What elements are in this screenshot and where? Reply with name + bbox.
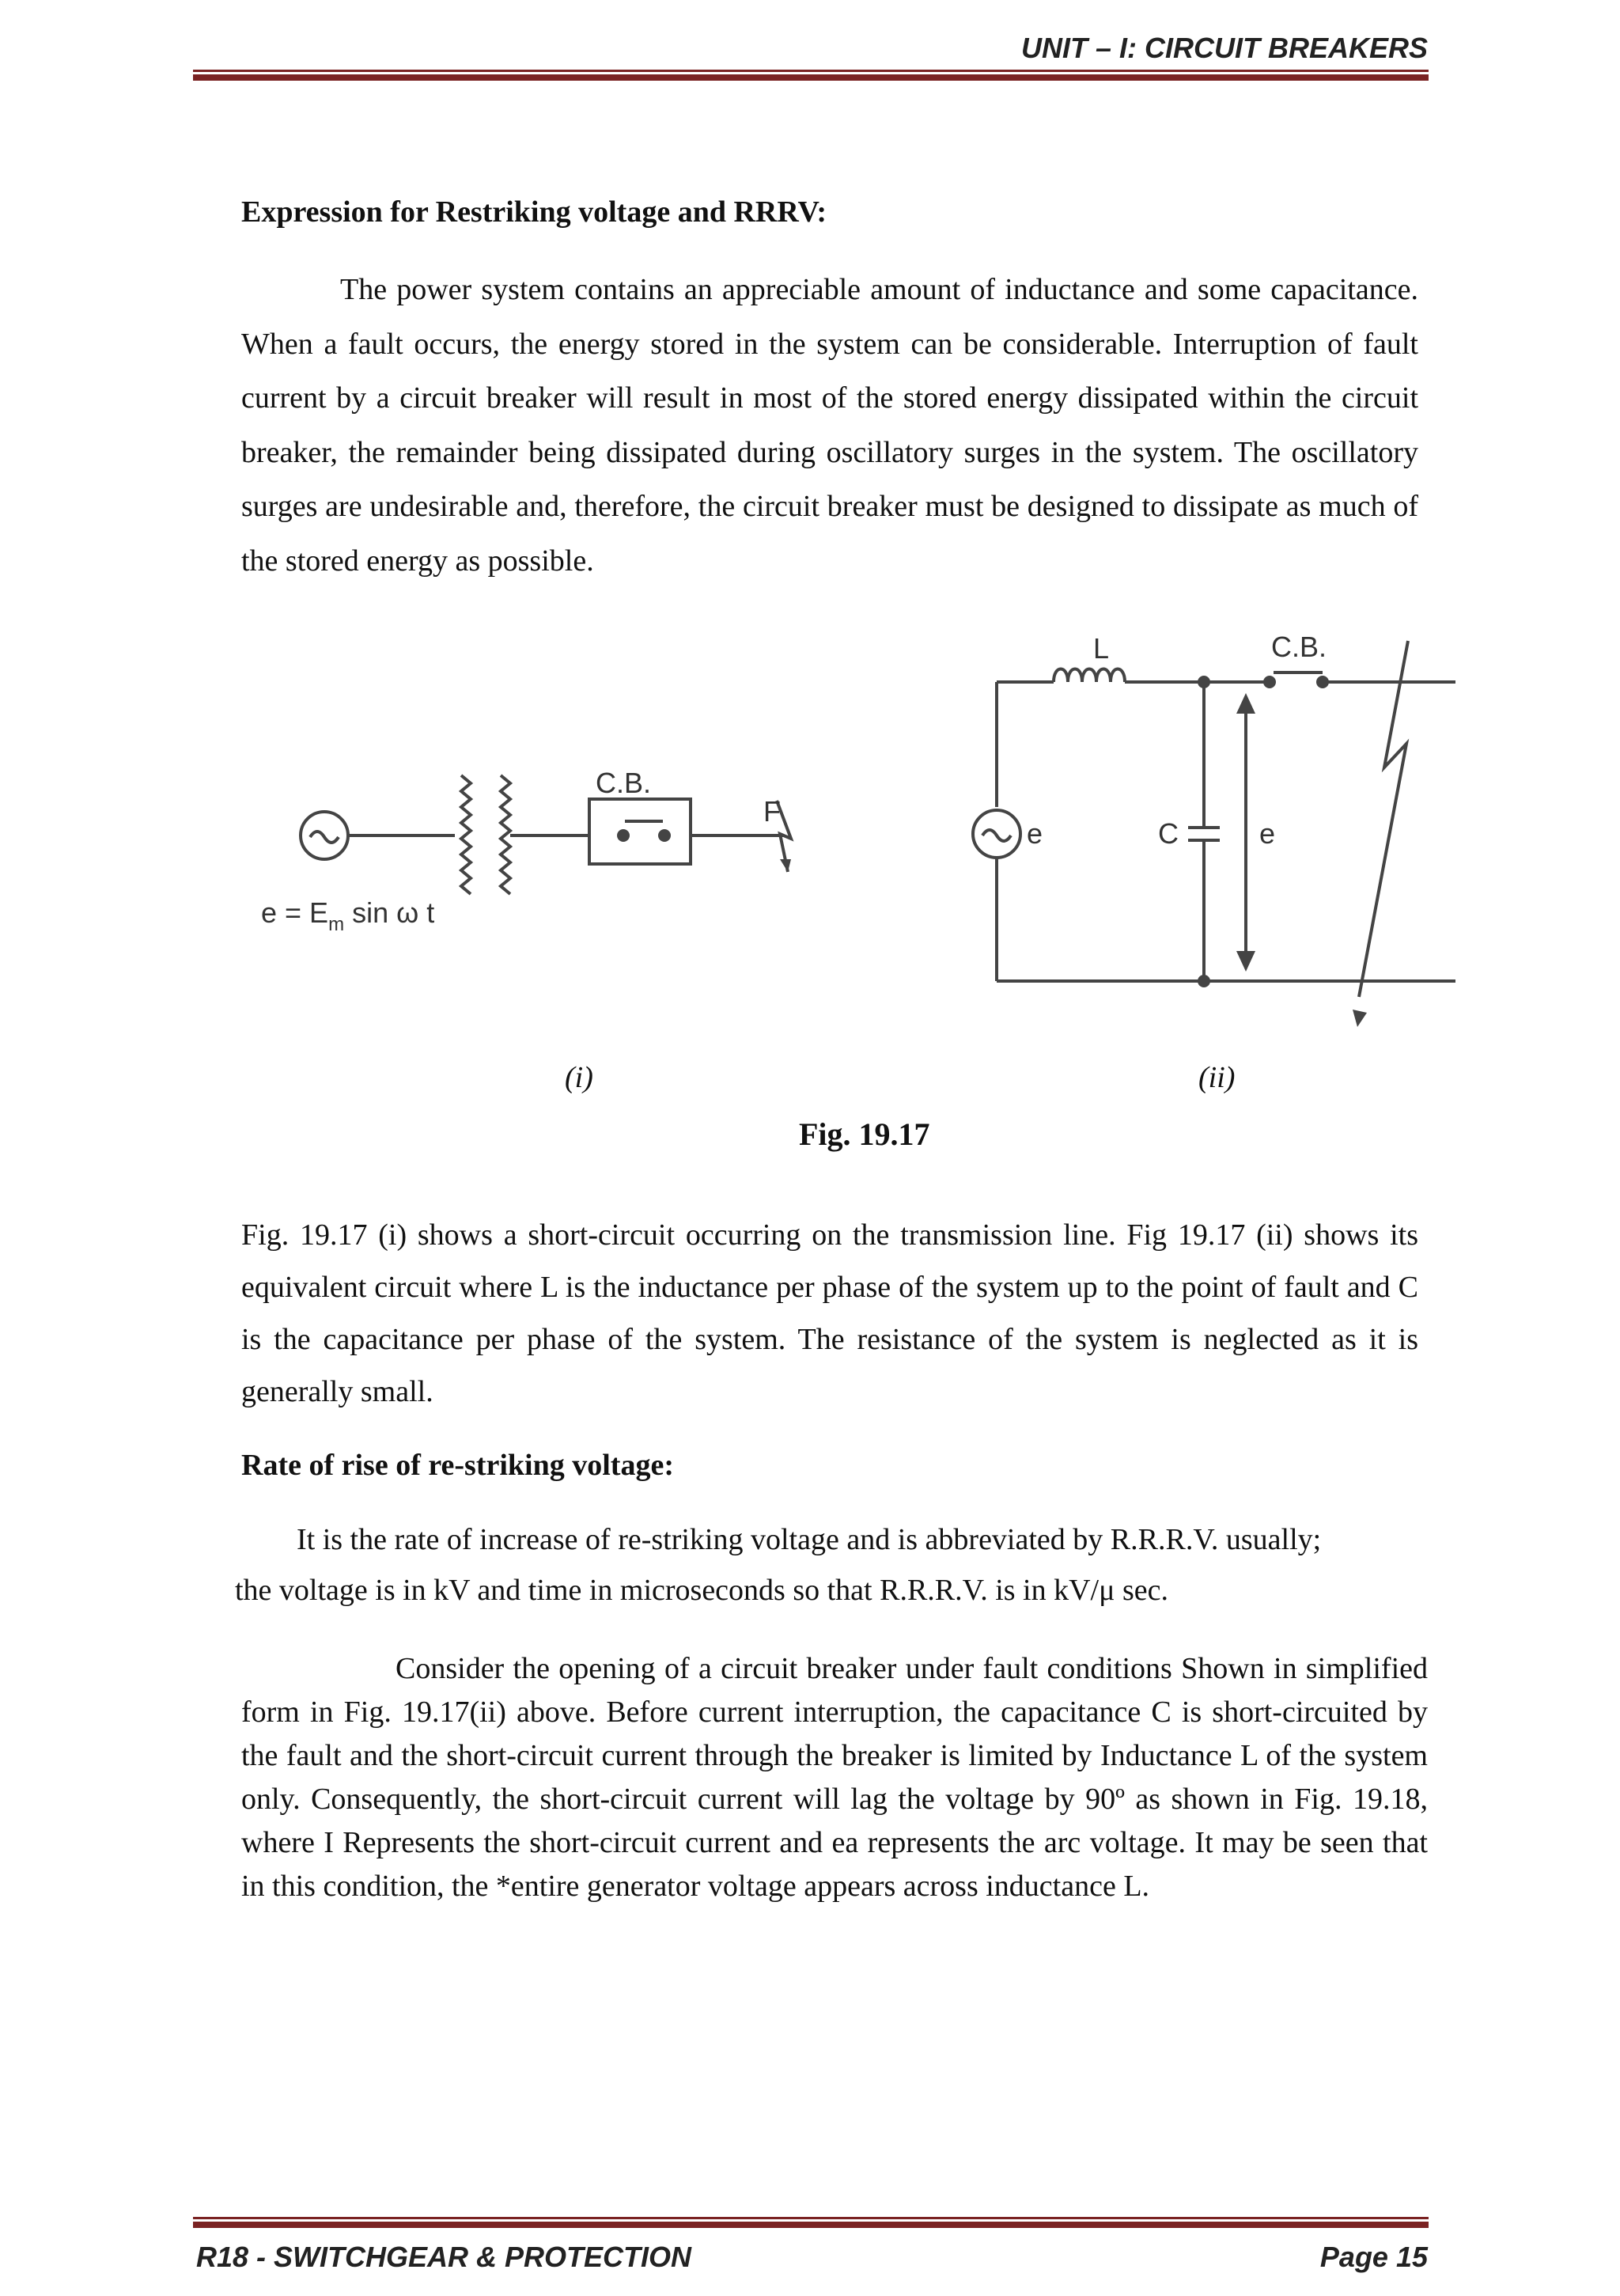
right-fault-lightning-icon <box>1359 641 1408 997</box>
source-equation: $e = E_m$ sin ω t <box>261 896 435 935</box>
equivalent-source-label: e <box>1027 817 1043 850</box>
paragraph-fig-explanation: Fig. 19.17 (i) shows a short-circuit occurring on the transmission line. Fig 19.17 (ii) shows its equivalent circuit where L is the inductance per phase of the system up to the point of fault and C is the capacitance per phase of the system. The resistance of the system is neglected as it is generally small. <box>241 1218 1418 1408</box>
right-cb-label: C.B. <box>1270 631 1327 663</box>
paragraph-opening-circuit-breaker: Consider the opening of a circuit breaker under fault conditions Shown in simplified form in Fig. 19.17(ii) above. Before current interruption, the capacitance C is short-circuited by the fault and the short-circuit current through the breaker is limited by Inductance L of the system only. Consequently, the short-circuit current will lag the voltage by 90º as shown in Fig. 19.18, where I Represents the short-circuit current and ea represents the arc voltage. It may be seen that in this condition, the *entire generator voltage appears across inductance L. <box>241 1652 1428 1903</box>
footer-rule-thin <box>193 2217 1429 2219</box>
left-cb-label: C.B. <box>595 767 652 799</box>
section-heading-restriking: Expression for Restriking voltage and RRRV: <box>241 195 827 229</box>
circuit-diagram-ii <box>973 641 1455 997</box>
page-header-title: UNIT – I: CIRCUIT BREAKERS <box>1020 32 1428 64</box>
inductor-icon <box>1054 669 1125 683</box>
paragraph-power-system: The power system contains an appreciable amount of inductance and some capacitance. When a fault occurs, the energy stored in the system can be considerable. Interruption of fault current by a circuit breaker will result in most of the stored energy dissipated within the circuit breaker, the remainder being dissipated during oscillatory surges in the system. The oscillatory surges are undesirable and, therefore, the circuit breaker must be designed to dissipate as much of the stored energy as possible. <box>241 273 1418 578</box>
circuit-diagram-i <box>301 775 791 894</box>
fault-label: F <box>763 795 781 828</box>
circuit-breaker-box <box>589 799 691 864</box>
section-heading-rrrv: Rate of rise of re-striking voltage: <box>241 1449 674 1482</box>
figure-number: Fig. 19.17 <box>799 1116 930 1152</box>
capacitor-label: C <box>1158 817 1179 850</box>
voltage-label: e <box>1259 817 1276 850</box>
header-rule-thin <box>193 70 1429 72</box>
figure-19-17 <box>237 617 1471 1060</box>
inductor-label: L <box>1092 632 1110 665</box>
rrrv-definition-line-1: It is the rate of increase of re-striking voltage and is abbreviated by R.R.R.V. usually; <box>297 1523 1322 1556</box>
footer-page-number: Page 15 <box>1319 2241 1428 2273</box>
sine-wave-icon <box>310 832 339 843</box>
transformer-primary-icon <box>461 775 471 894</box>
transformer-secondary-icon <box>501 775 510 894</box>
figure-caption-i: (i) <box>565 1061 593 1094</box>
header-rule-thick <box>193 74 1429 81</box>
rrrv-definition-line-2: the voltage is in kV and time in microseconds so that R.R.R.V. is in kV/μ sec. <box>235 1574 1168 1607</box>
footer-rule-thick <box>193 2222 1429 2228</box>
footer-course-title: R18 - SWITCHGEAR & PROTECTION <box>196 2241 692 2273</box>
figure-caption-ii: (ii) <box>1198 1061 1236 1094</box>
